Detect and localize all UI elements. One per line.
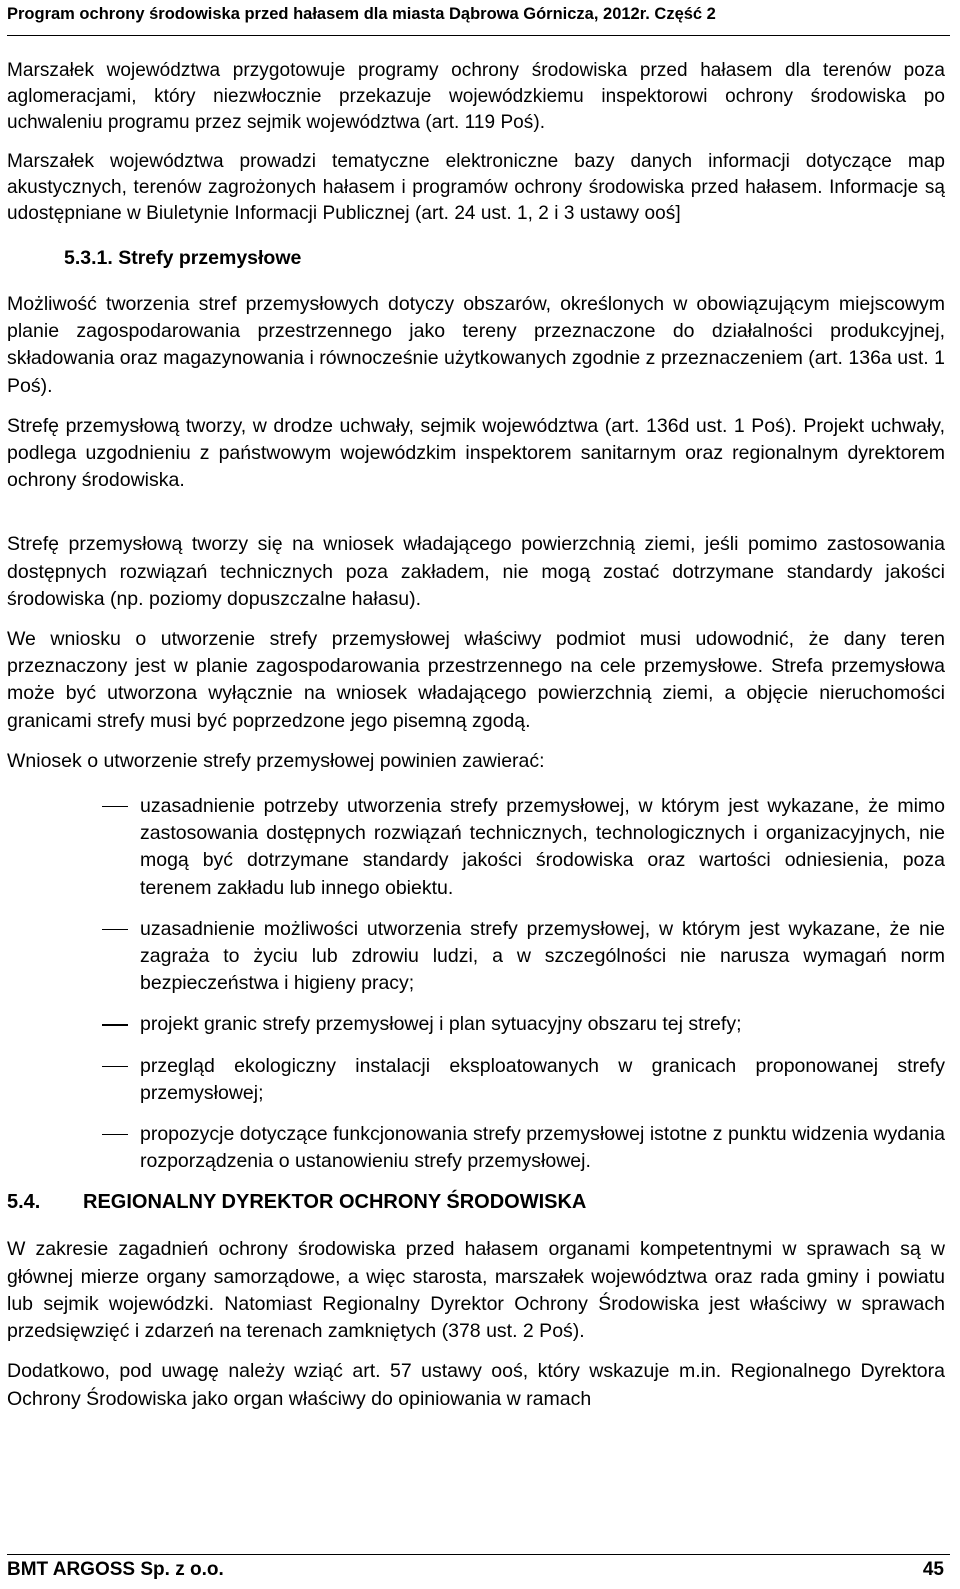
section-heading-5-3-1: 5.3.1. Strefy przemysłowe	[64, 247, 302, 269]
section-531-paragraph-3: Strefę przemysłową tworzy się na wniosek władającego powierzchnią ziemi, jeśli pomimo zastosowania dostępnych rozwiązań technicznych poza zakładem, nie mogą zostać dotrzymane standardy jakości środowiska (np. poziomy dopuszczalne hałasu).	[7, 533, 945, 610]
list-item: uzasadnienie możliwości utworzenia strefy przemysłowej, w którym jest wykazane, że nie zagraża to życiu lub zdrowiu ludzi, a w szczególności nie narusza wymagań norm bezpieczeństwa i higieny pracy;	[64, 916, 945, 998]
list-item: propozycje dotyczące funkcjonowania strefy przemysłowej istotne z punktu widzenia wydania rozporządzenia o ustanowieniu strefy przemysłowej.	[64, 1121, 945, 1175]
section-heading-5-4	[7, 1189, 945, 1216]
section-531-paragraph-5: Wniosek o utworzenie strefy przemysłowej powinien zawierać:	[7, 749, 545, 772]
dash-bullet-icon	[102, 1134, 128, 1135]
page-header	[7, 3, 950, 36]
dash-bullet-icon	[102, 929, 128, 930]
document-body	[7, 58, 945, 1426]
section-title: REGIONALNY DYREKTOR OCHRONY ŚRODOWISKA	[83, 1191, 587, 1214]
section-531-paragraph-4: We wniosku o utworzenie strefy przemysłowej właściwy podmiot musi udowodnić, że dany teren przeznaczony jest w planie zagospodarowania przestrzennego na cele przemysłowe. Strefa przemysłowa może być utworzona wyłącznie na wniosek władającego powierzchnią ziemi, a objęcie nieruchomości granicami strefy musi być poprzedzone jego pisemną zgodą.	[7, 628, 945, 732]
intro-paragraph-1: Marszałek województwa przygotowuje programy ochrony środowiska przed hałasem dla terenów poza aglomeracjami, który niezwłocznie przekazuje wojewódzkiemu inspektorowi ochrony środowiska po uchwaleniu programu przez sejmik województwa (art. 119 Poś).	[7, 60, 945, 133]
dash-bullet-icon	[102, 806, 128, 807]
list-item: przegląd ekologiczny instalacji eksploatowanych w granicach proponowanej strefy przemysłowej;	[64, 1053, 945, 1107]
page-number: 45	[922, 1559, 944, 1580]
page-footer	[7, 1554, 950, 1582]
header-title: Program ochrony środowiska przed hałasem dla miasta Dąbrowa Górnicza, 2012r. Część 2	[7, 5, 716, 23]
list-item: projekt granic strefy przemysłowej i plan sytuacyjny obszaru tej strefy;	[64, 1011, 945, 1038]
section-number: 5.4.	[7, 1191, 41, 1214]
intro-paragraph-2: Marszałek województwa prowadzi tematyczne elektroniczne bazy danych informacji dotyczące map akustycznych, terenów zagrożonych hałasem i programów ochrony środowiska przed hałasem. Informacje są udostępniane w Biuletynie Informacji Publicznej (art. 24 ust. 1, 2 i 3 ustawy ooś]	[7, 151, 945, 224]
section-54-paragraph-2: Dodatkowo, pod uwagę należy wziąć art. 57 ustawy ooś, który wskazuje m.in. Regionalnego Dyrektora Ochrony Środowiska jako organ właściwy do opiniowania w ramach	[7, 1360, 945, 1410]
section-531-paragraph-1: Możliwość tworzenia stref przemysłowych dotyczy obszarów, określonych w obowiązującym miejscowym planie zagospodarowania przestrzennego jako tereny przeznaczone do działalności produkcyjnej, składowania oraz magazynowania i równocześnie użytkowanych zgodnie z przeznaczeniem (art. 136a ust. 1 Poś).	[7, 293, 945, 397]
section-54-paragraph-1: W zakresie zagadnień ochrony środowiska przed hałasem organami kompetentnymi w sprawach są w głównej mierze organy samorządowe, a więc starosta, marszałek województwa oraz rada gminy i powiatu lub sejmik wojewódzki. Natomiast Regionalny Dyrektor Ochrony Środowiska jest właściwy w sprawach przedsięwzięć i zdarzeń na terenach zamkniętych (378 ust. 2 Poś).	[7, 1238, 945, 1343]
dash-bullet-icon	[102, 1024, 128, 1025]
list-item: uzasadnienie potrzeby utworzenia strefy przemysłowej, w którym jest wykazane, że mimo zastosowania dostępnych rozwiązań technicznych, technologicznych i organizacyjnych, nie mogą być dotrzymane standardy jakości środowiska oraz wartości odniesienia, poza terenem zakładu lub innego obiektu.	[64, 793, 945, 902]
dash-bullet-icon	[102, 1066, 128, 1067]
footer-company: BMT ARGOSS Sp. z o.o.	[7, 1559, 224, 1580]
requirements-list	[64, 793, 945, 1175]
section-531-paragraph-2: Strefę przemysłową tworzy, w drodze uchwały, sejmik województwa (art. 136d ust. 1 Poś). Projekt uchwały, podlega uzgodnieniu z państwowym wojewódzkim inspektorem sanitarnym oraz regionalnym dyrektorem ochrony środowiska.	[7, 414, 945, 492]
